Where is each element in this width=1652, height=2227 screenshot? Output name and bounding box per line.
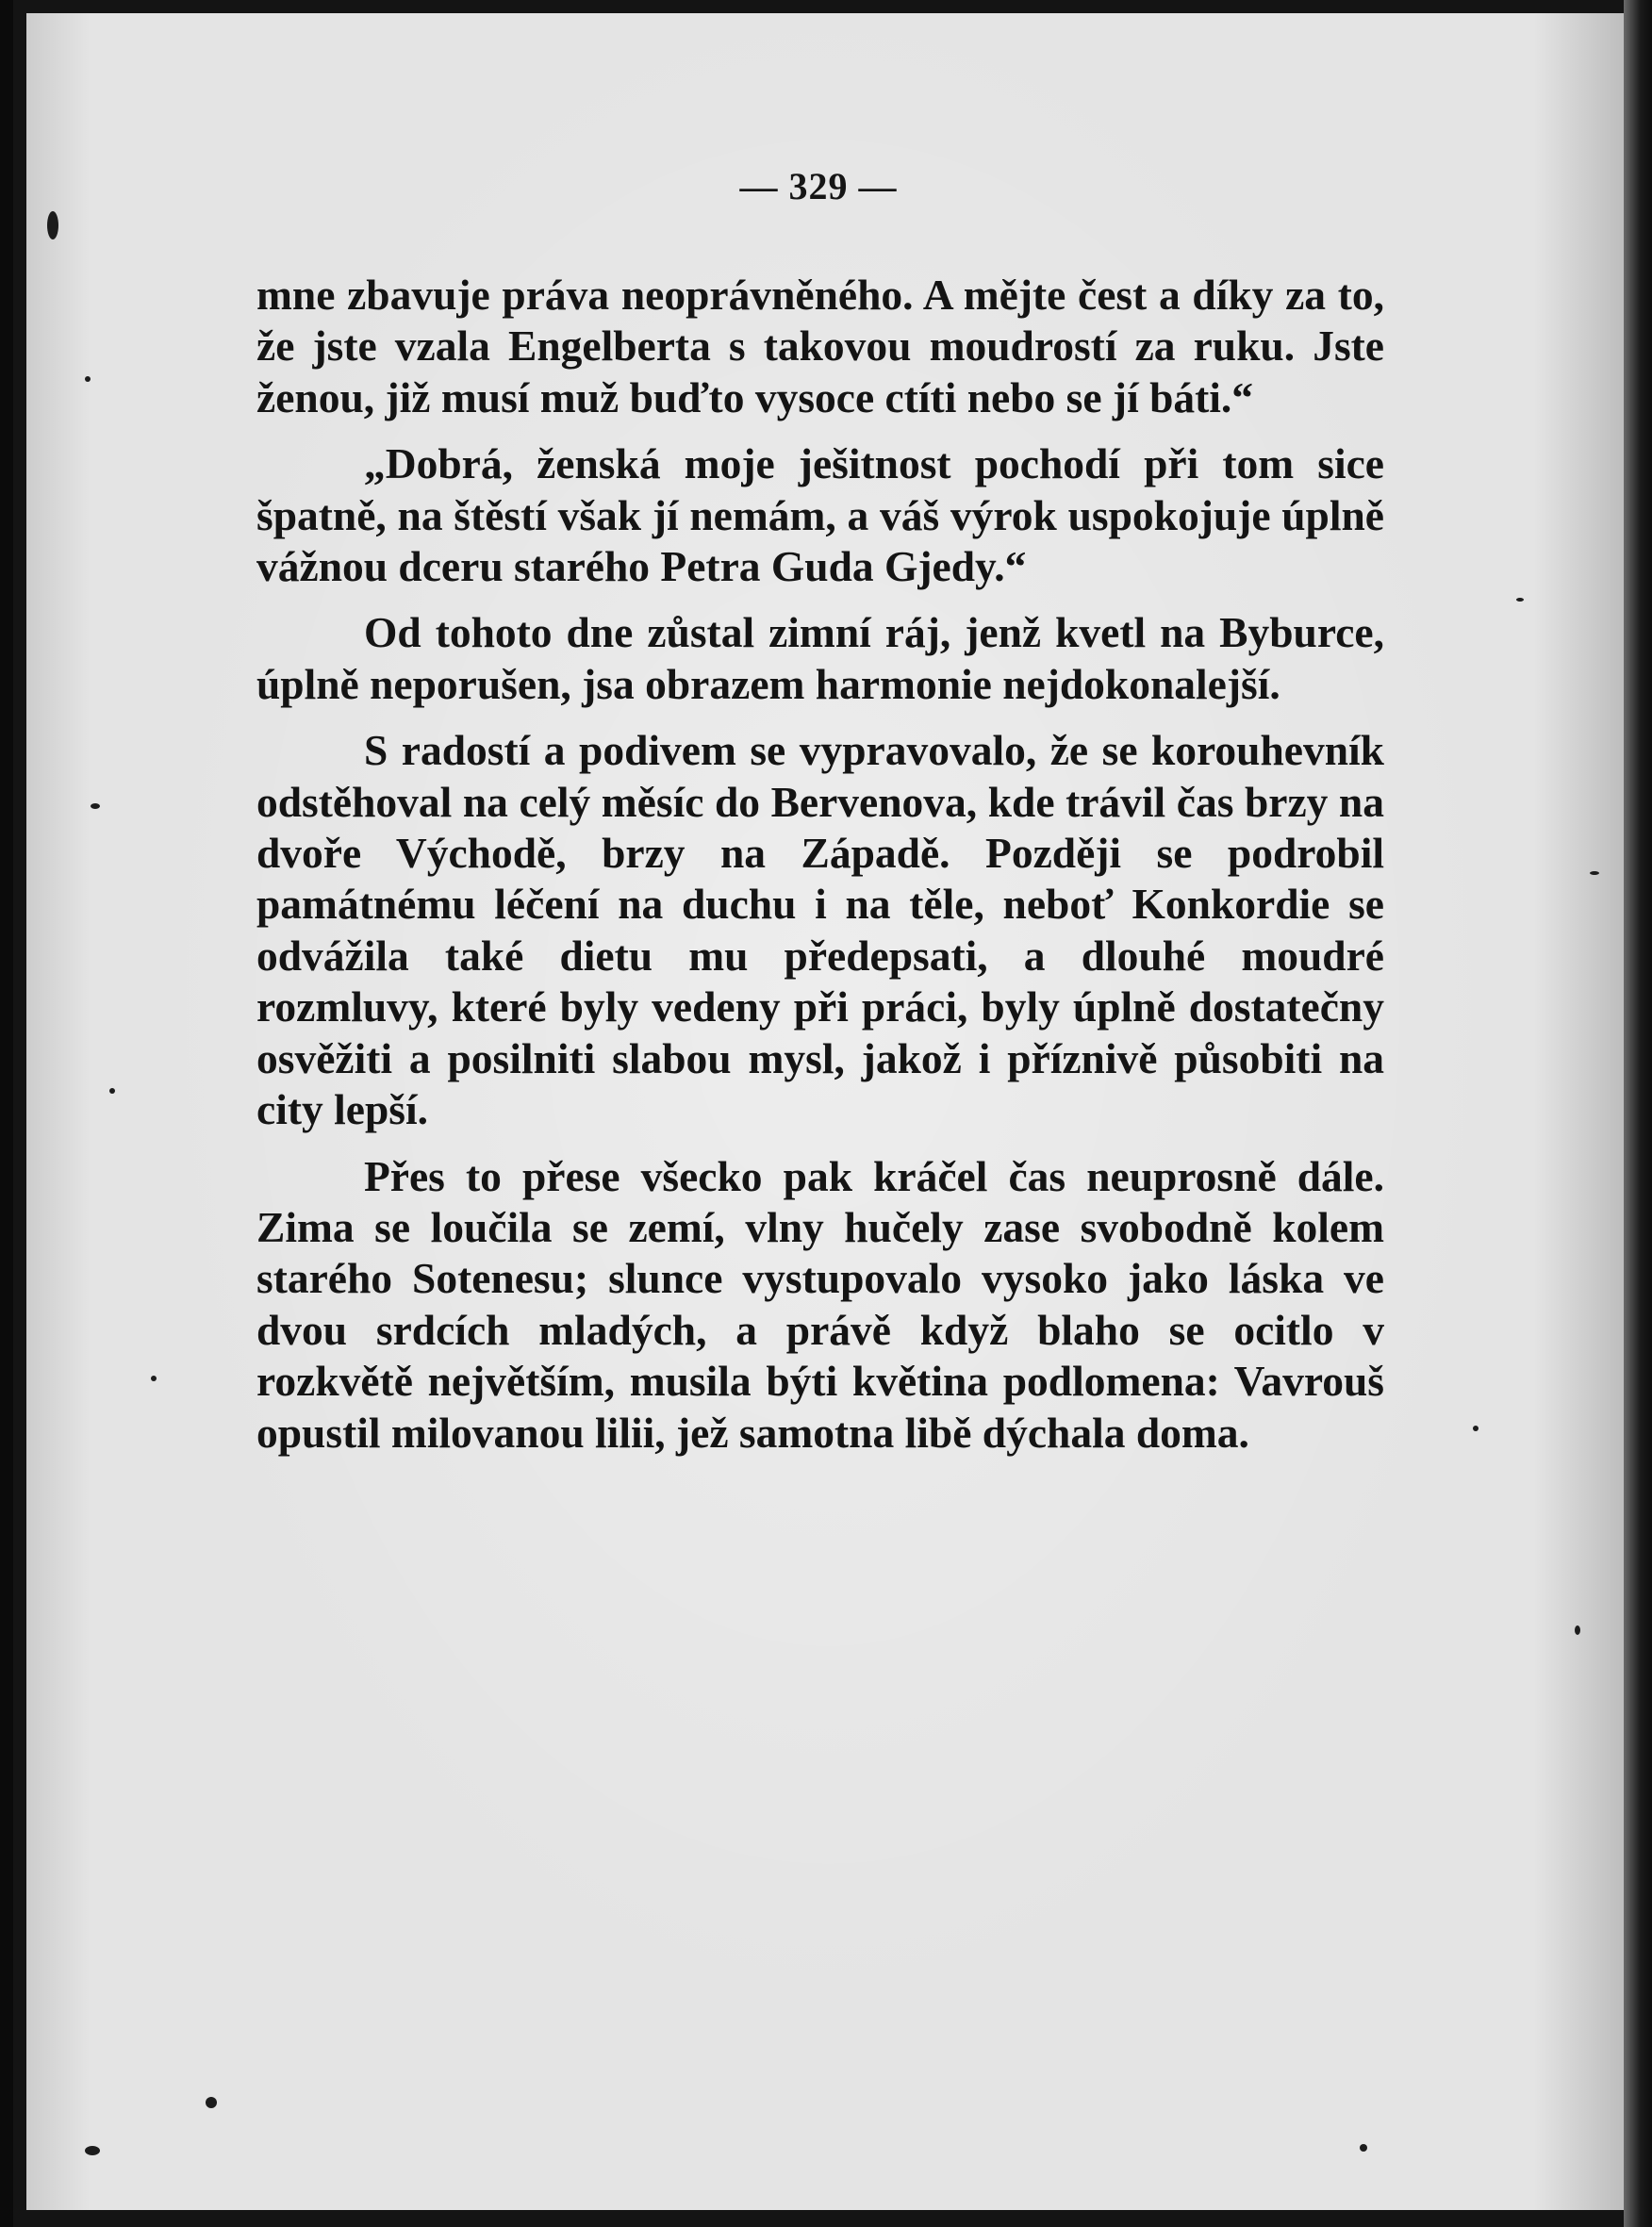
body-text	[256, 270, 1384, 1459]
scan-speck	[47, 211, 58, 239]
scan-speck	[1575, 1625, 1580, 1635]
scan-speck	[85, 2146, 100, 2155]
paragraph-1: mne zbavuje práva neoprávněného. A mějte čest a díky za to, že jste vzala Engelberta s takovou moudrostí za ruku. Jste ženou, již musí muž buďto vysoce ctíti nebo se jí báti.“	[256, 271, 1384, 421]
scan-speck	[151, 1376, 157, 1381]
paragraph-5: Přes to přese všecko pak kráčel čas neuprosně dále. Zima se loučila se zemí, vlny hučely zase svobodně kolem starého Sotenesu; slunce vystupovalo vysoko jako láska ve dvou srdcích mladých, a právě když blaho se ocitlo v rozkvětě největším, musila býti květina podlomena: Vavrouš opustil milovanou lilii, jež samotna libě dýchala doma.	[256, 1151, 1384, 1457]
paragraph-3: Od tohoto dne zůstal zimní ráj, jenž kvetl na Byburce, úplně neporušen, jsa obrazem harmonie nejdokonalejší.	[256, 608, 1384, 708]
scan-speck	[91, 803, 100, 809]
scan-speck	[1516, 598, 1524, 602]
scan-speck	[1360, 2144, 1367, 2152]
scan-speck	[1473, 1426, 1479, 1431]
scan-speck	[109, 1088, 115, 1094]
scan-left-border	[0, 0, 13, 2227]
page-number: — 329 —	[739, 165, 898, 207]
scan-speck	[85, 376, 91, 382]
paragraph-4: S radostí a podivem se vypravovalo, že se korouhevník odstěhoval na celý měsíc do Bervenova, kde trávil čas brzy na dvoře Východě, brzy na Západě. Později se podrobil památnému léčení na duchu i na těle, neboť Konkordie se odvážila také dietu mu předepsati, a dlouhé moudré rozmluvy, které byly vedeny při práci, byly úplně dostatečny osvěžiti a posilniti slabou mysl, jakož i příznivě působiti na city lepší.	[256, 726, 1384, 1134]
scan-right-border	[1624, 0, 1652, 2227]
book-page	[26, 13, 1629, 2210]
paragraph-2: „Dobrá, ženská moje ješitnost pochodí při tom sice špatně, na štěstí však jí nemám, a váš výrok uspokojuje úplně vážnou dceru starého Petra Guda Gjedy.“	[256, 439, 1384, 591]
scan-speck	[1590, 871, 1599, 875]
scan-speck	[206, 2097, 217, 2108]
